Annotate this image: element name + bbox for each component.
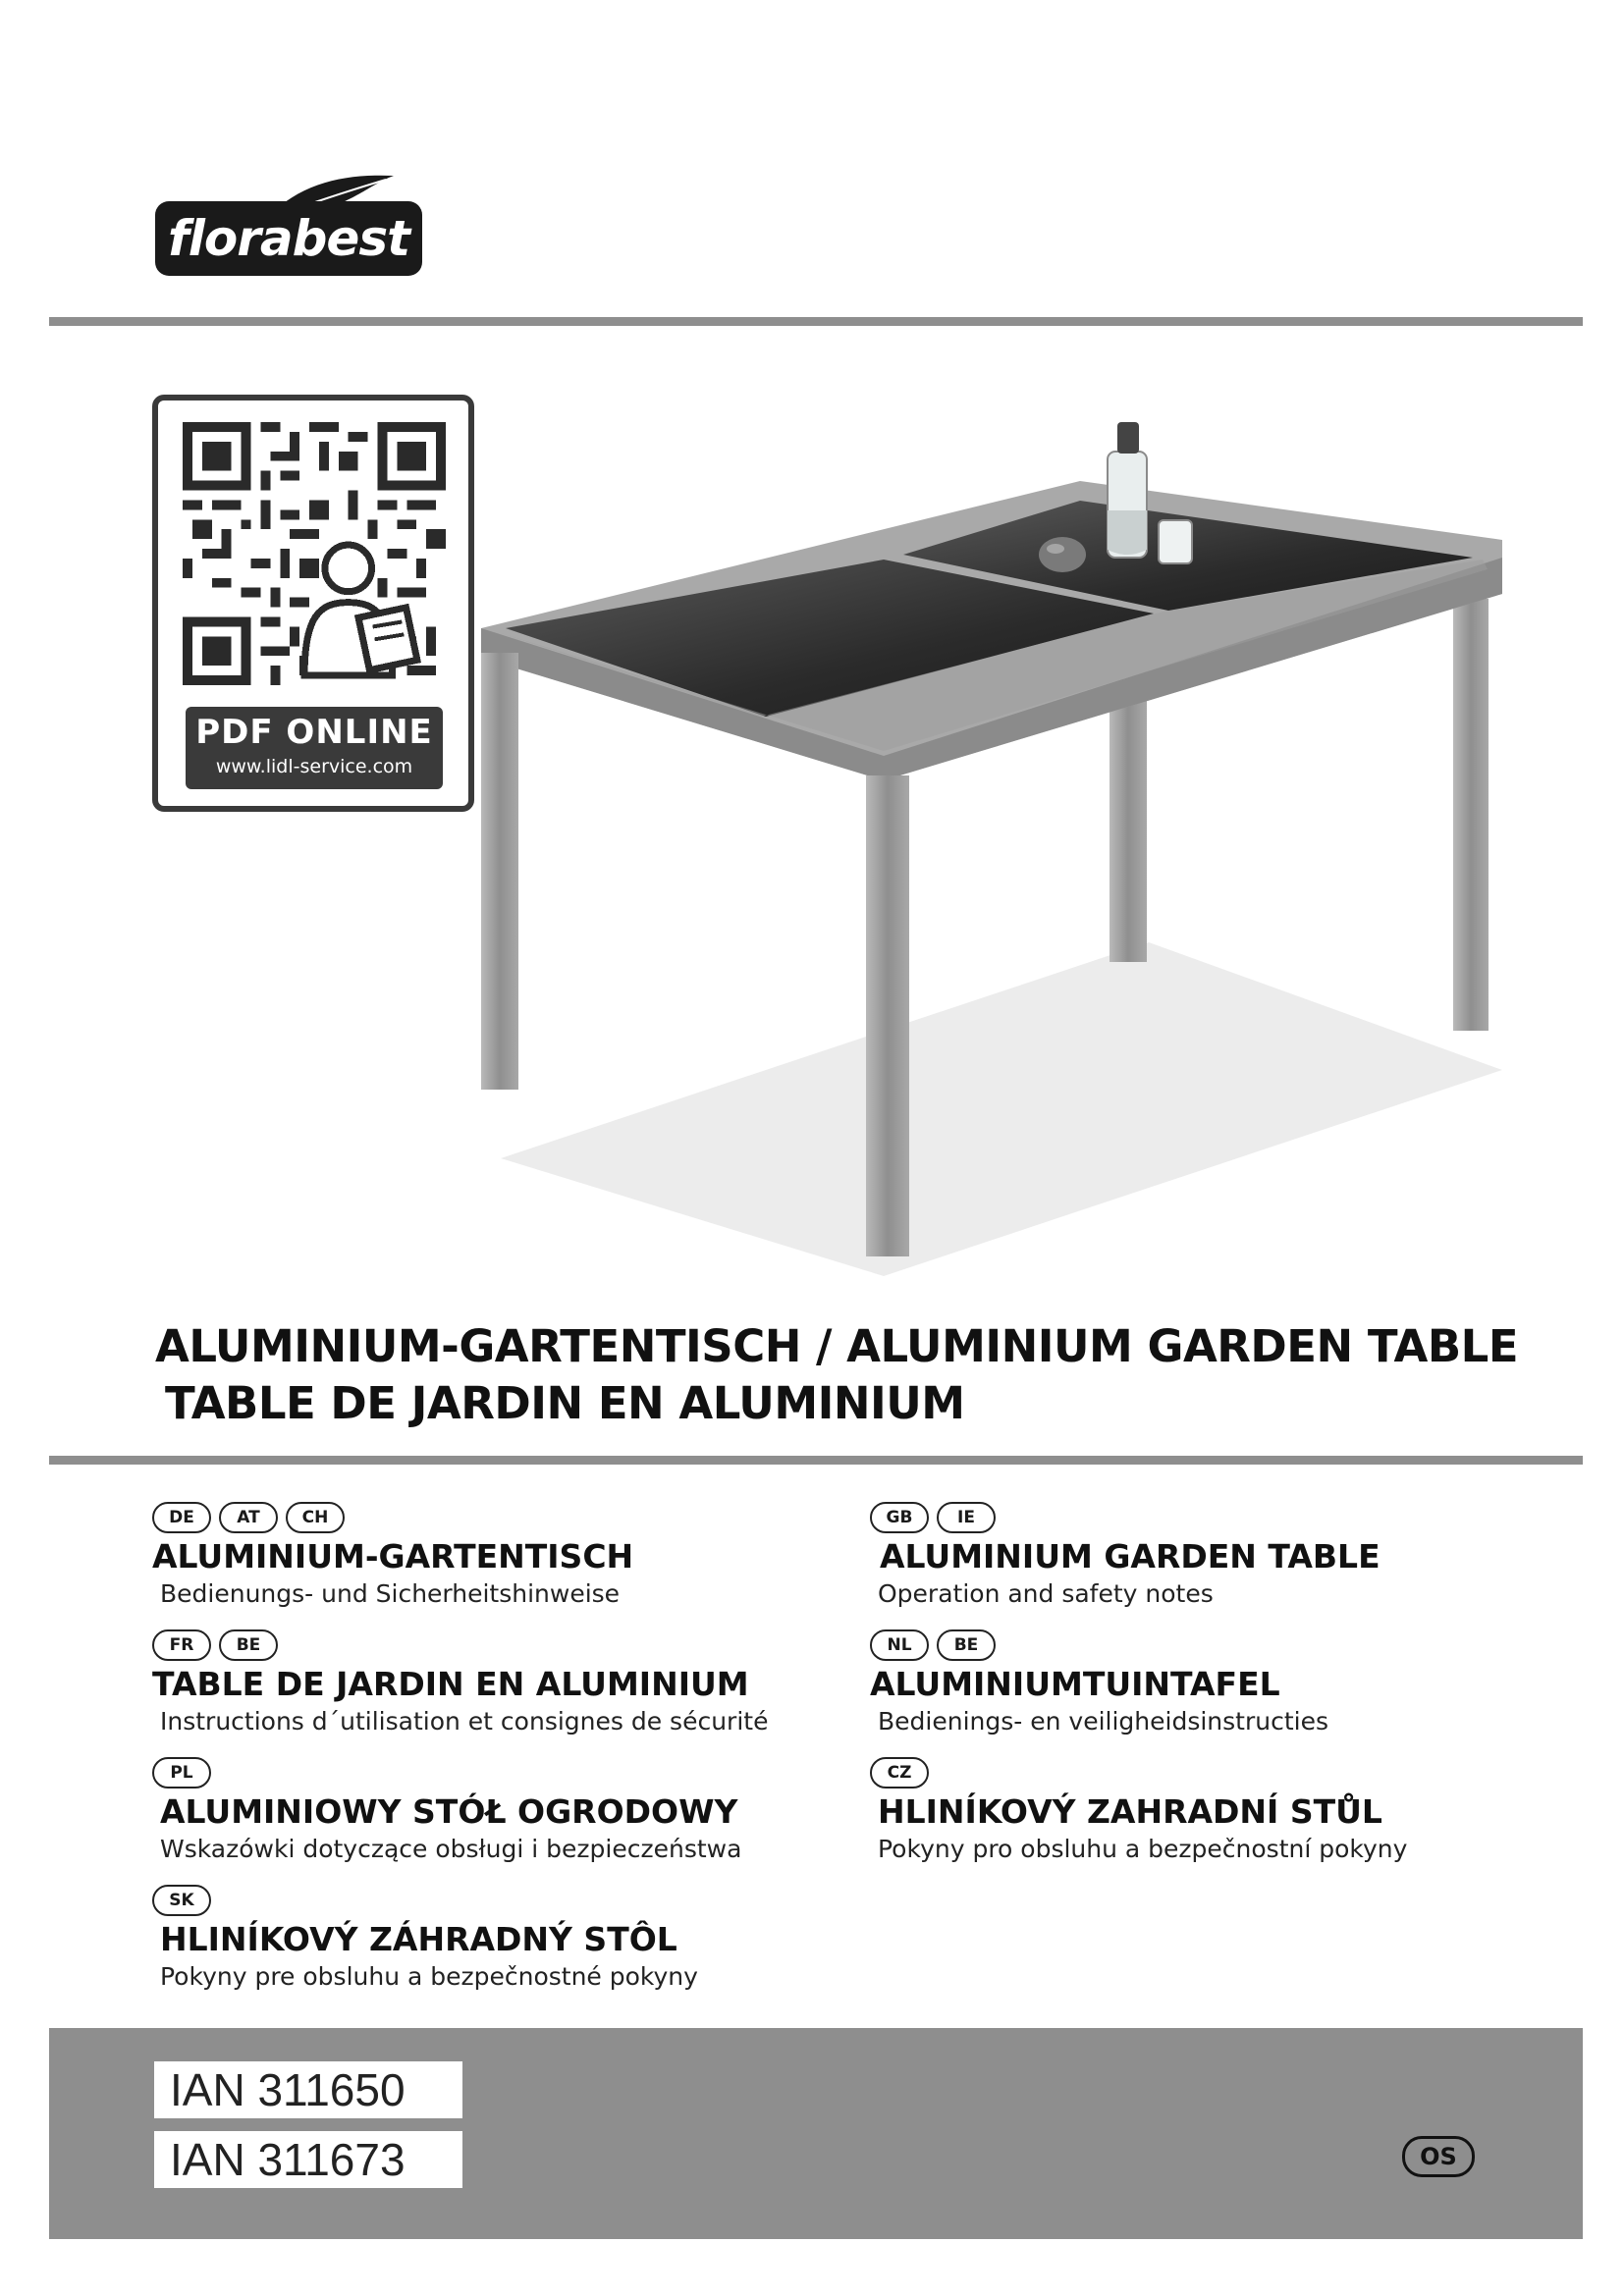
qr-code-panel — [152, 395, 474, 812]
pdf-online-badge — [186, 707, 443, 789]
lang-subtitle-de: Bedienungs- und Sicherheitshinweise — [160, 1579, 621, 1608]
lang-subtitle-sk: Pokyny pre obsluhu a bezpečnostné pokyny — [160, 1962, 698, 1991]
country-badge-fr: FR — [152, 1629, 211, 1661]
ian-number-2: IAN 311673 — [154, 2131, 462, 2188]
garden-table-image — [461, 393, 1522, 1296]
lang-block-fr — [152, 1629, 898, 1735]
country-badge-gb: GB — [870, 1502, 929, 1533]
country-badge-ch: CH — [286, 1502, 345, 1533]
country-badge-de: DE — [152, 1502, 211, 1533]
lang-title-fr: TABLE DE JARDIN EN ALUMINIUM — [152, 1665, 749, 1703]
lang-subtitle-fr: Instructions d´utilisation et consignes de sécurité — [160, 1707, 769, 1735]
lang-subtitle-pl: Wskazówki dotyczące obsługi i bezpieczeństwa — [160, 1835, 742, 1863]
lang-block-sk — [152, 1885, 898, 1991]
lang-title-de: ALUMINIUM-GARTENTISCH — [152, 1537, 634, 1575]
country-badge-cz: CZ — [870, 1757, 929, 1789]
lang-subtitle-gb: Operation and safety notes — [878, 1579, 1214, 1608]
os-badge: OS — [1402, 2136, 1475, 2177]
country-badge-sk: SK — [152, 1885, 211, 1916]
main-title-line-1: ALUMINIUM-GARTENTISCH / ALUMINIUM GARDEN TABLE — [155, 1320, 1519, 1372]
lang-block-de — [152, 1502, 898, 1608]
lang-block-cz — [870, 1757, 1616, 1863]
country-badge-pl: PL — [152, 1757, 211, 1789]
lang-title-sk: HLINÍKOVÝ ZÁHRADNÝ STÔL — [160, 1920, 677, 1958]
lang-title-gb: ALUMINIUM GARDEN TABLE — [880, 1537, 1380, 1575]
lang-subtitle-cz: Pokyny pro obsluhu a bezpečnostní pokyny — [878, 1835, 1408, 1863]
middle-divider — [49, 1456, 1583, 1465]
lang-title-nl: ALUMINIUMTUINTAFEL — [870, 1665, 1280, 1703]
lang-subtitle-nl: Bedienings- en veiligheidsinstructies — [878, 1707, 1328, 1735]
brand-name: florabest — [167, 210, 409, 267]
country-badge-at: AT — [219, 1502, 278, 1533]
pdf-online-title: PDF ONLINE — [195, 713, 433, 752]
brand-logo — [155, 172, 425, 280]
country-badge-be: BE — [219, 1629, 278, 1661]
lang-block-pl — [152, 1757, 898, 1863]
lang-title-cz: HLINÍKOVÝ ZAHRADNÍ STŮL — [878, 1792, 1382, 1831]
country-badge-nl: NL — [870, 1629, 929, 1661]
main-title-line-2: TABLE DE JARDIN EN ALUMINIUM — [165, 1377, 965, 1429]
ian-number-1: IAN 311650 — [154, 2061, 462, 2118]
footer-band — [49, 2028, 1583, 2239]
country-badge-ie: IE — [937, 1502, 996, 1533]
qr-code-icon — [183, 422, 446, 685]
service-url: www.lidl-service.com — [215, 756, 413, 777]
lang-block-gb — [870, 1502, 1616, 1608]
lang-title-pl: ALUMINIOWY STÓŁ OGRODOWY — [160, 1792, 738, 1831]
country-badge-be-nl: BE — [937, 1629, 996, 1661]
top-divider — [49, 317, 1583, 326]
lang-block-nl — [870, 1629, 1616, 1735]
